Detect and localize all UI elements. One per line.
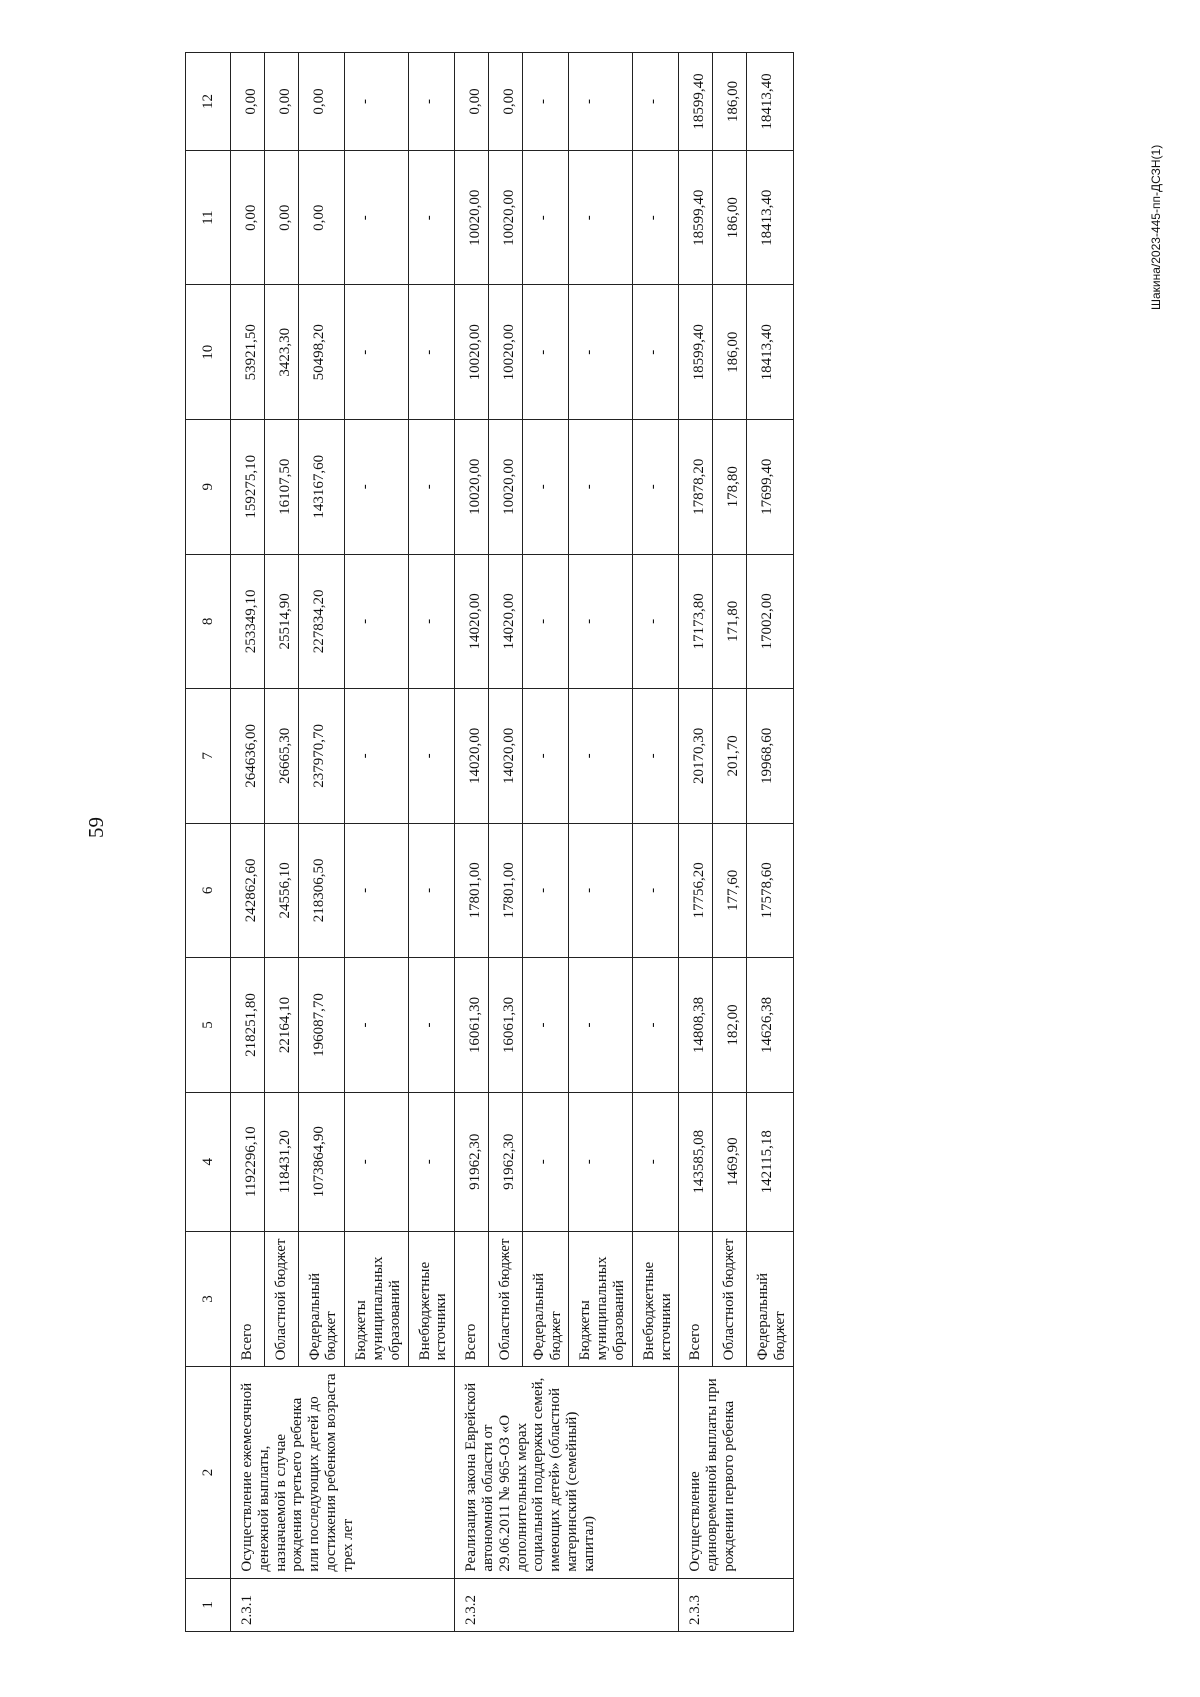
event-name-cell: Реализация закона Еврейской автономной области от 29.06.2011 № 965-ОЗ «О дополнительных мерах социальной поддержки семей, имеющих детей» (областной материнский (семейный) капитал): [455, 1367, 679, 1578]
value-cell: 227834,20: [298, 554, 345, 689]
value-cell: -: [522, 958, 569, 1093]
value-cell: -: [569, 285, 632, 420]
value-cell: 17756,20: [679, 823, 713, 958]
value-cell: 10020,00: [455, 420, 489, 555]
table-header: [186, 53, 231, 1632]
value-cell: 177,60: [713, 823, 747, 958]
value-cell: -: [522, 823, 569, 958]
value-cell: 142115,18: [746, 1092, 793, 1231]
value-cell: -: [345, 420, 408, 555]
value-cell: 10020,00: [488, 150, 522, 285]
value-cell: 10020,00: [455, 285, 489, 420]
value-cell: 3423,30: [264, 285, 298, 420]
value-cell: -: [345, 958, 408, 1093]
value-cell: 10020,00: [488, 420, 522, 555]
value-cell: -: [632, 1092, 679, 1231]
funding-source-cell: Бюджеты муниципальных образований: [569, 1231, 632, 1367]
value-cell: 91962,30: [488, 1092, 522, 1231]
value-cell: 18413,40: [746, 285, 793, 420]
value-cell: 18413,40: [746, 150, 793, 285]
value-cell: 0,00: [231, 53, 265, 151]
funding-source-cell: Всего: [455, 1231, 489, 1367]
column-header: 5: [186, 958, 231, 1093]
financing-table-container: [185, 52, 794, 1632]
table-body: [231, 53, 794, 1632]
page-number: 59: [84, 817, 108, 838]
value-cell: -: [569, 958, 632, 1093]
column-header: 4: [186, 1092, 231, 1231]
value-cell: -: [408, 689, 455, 824]
value-cell: 14020,00: [488, 554, 522, 689]
value-cell: 14020,00: [455, 554, 489, 689]
row-number-cell: 2.3.3: [679, 1578, 793, 1631]
value-cell: -: [408, 823, 455, 958]
value-cell: 19968,60: [746, 689, 793, 824]
value-cell: 186,00: [713, 150, 747, 285]
column-header: 1: [186, 1578, 231, 1631]
value-cell: -: [522, 53, 569, 151]
value-cell: 18413,40: [746, 53, 793, 151]
value-cell: 17173,80: [679, 554, 713, 689]
value-cell: 14808,38: [679, 958, 713, 1093]
table-row: [455, 53, 489, 1632]
funding-source-cell: Всего: [679, 1231, 713, 1367]
funding-source-cell: Областной бюджет: [264, 1231, 298, 1367]
funding-source-cell: Федеральный бюджет: [746, 1231, 793, 1367]
value-cell: 1192296,10: [231, 1092, 265, 1231]
value-cell: 16061,30: [455, 958, 489, 1093]
column-header: 10: [186, 285, 231, 420]
value-cell: 159275,10: [231, 420, 265, 555]
column-header: 2: [186, 1367, 231, 1578]
value-cell: -: [569, 150, 632, 285]
value-cell: 196087,70: [298, 958, 345, 1093]
value-cell: -: [569, 1092, 632, 1231]
document-code: Шакина/2023-445-пп-ДСЗН(1): [1149, 144, 1163, 310]
value-cell: 118431,20: [264, 1092, 298, 1231]
funding-source-cell: Областной бюджет: [488, 1231, 522, 1367]
event-name-cell: Осуществление единовременной выплаты при рождении первого ребенка: [679, 1367, 793, 1578]
value-cell: 14626,38: [746, 958, 793, 1093]
funding-source-cell: Федеральный бюджет: [298, 1231, 345, 1367]
value-cell: -: [632, 554, 679, 689]
financing-table: [185, 52, 794, 1632]
funding-source-cell: Внебюджетные источники: [632, 1231, 679, 1367]
value-cell: -: [408, 420, 455, 555]
value-cell: -: [345, 53, 408, 151]
value-cell: 0,00: [455, 53, 489, 151]
value-cell: 242862,60: [231, 823, 265, 958]
value-cell: 237970,70: [298, 689, 345, 824]
value-cell: 91962,30: [455, 1092, 489, 1231]
funding-source-cell: Всего: [231, 1231, 265, 1367]
value-cell: 18599,40: [679, 285, 713, 420]
value-cell: -: [569, 823, 632, 958]
value-cell: -: [522, 285, 569, 420]
value-cell: 10020,00: [455, 150, 489, 285]
row-number-cell: 2.3.1: [231, 1578, 455, 1631]
value-cell: 17578,60: [746, 823, 793, 958]
value-cell: -: [632, 285, 679, 420]
value-cell: 186,00: [713, 285, 747, 420]
column-header: 6: [186, 823, 231, 958]
value-cell: -: [569, 420, 632, 555]
value-cell: 16061,30: [488, 958, 522, 1093]
value-cell: 186,00: [713, 53, 747, 151]
value-cell: 22164,10: [264, 958, 298, 1093]
funding-source-cell: Федеральный бюджет: [522, 1231, 569, 1367]
value-cell: 0,00: [298, 150, 345, 285]
value-cell: 218251,80: [231, 958, 265, 1093]
value-cell: -: [632, 689, 679, 824]
value-cell: 24556,10: [264, 823, 298, 958]
value-cell: -: [632, 823, 679, 958]
value-cell: 171,80: [713, 554, 747, 689]
value-cell: 17801,00: [488, 823, 522, 958]
value-cell: 0,00: [264, 150, 298, 285]
table-row: [679, 53, 713, 1632]
value-cell: 25514,90: [264, 554, 298, 689]
column-header: 7: [186, 689, 231, 824]
column-number-row: [186, 53, 231, 1632]
value-cell: 253349,10: [231, 554, 265, 689]
value-cell: 16107,50: [264, 420, 298, 555]
value-cell: -: [345, 1092, 408, 1231]
column-header: 8: [186, 554, 231, 689]
funding-source-cell: Внебюджетные источники: [408, 1231, 455, 1367]
value-cell: 17801,00: [455, 823, 489, 958]
table-row: [231, 53, 265, 1632]
value-cell: 143167,60: [298, 420, 345, 555]
value-cell: 0,00: [231, 150, 265, 285]
value-cell: -: [408, 1092, 455, 1231]
column-header: 11: [186, 150, 231, 285]
value-cell: -: [408, 554, 455, 689]
value-cell: -: [522, 420, 569, 555]
value-cell: -: [632, 958, 679, 1093]
value-cell: -: [408, 150, 455, 285]
value-cell: 26665,30: [264, 689, 298, 824]
value-cell: 17699,40: [746, 420, 793, 555]
value-cell: -: [408, 958, 455, 1093]
value-cell: 1469,90: [713, 1092, 747, 1231]
value-cell: -: [345, 285, 408, 420]
funding-source-cell: Бюджеты муниципальных образований: [345, 1231, 408, 1367]
value-cell: 18599,40: [679, 53, 713, 151]
value-cell: 10020,00: [488, 285, 522, 420]
value-cell: -: [345, 689, 408, 824]
value-cell: 264636,00: [231, 689, 265, 824]
value-cell: -: [345, 554, 408, 689]
value-cell: 0,00: [488, 53, 522, 151]
value-cell: 18599,40: [679, 150, 713, 285]
value-cell: 143585,08: [679, 1092, 713, 1231]
column-header: 12: [186, 53, 231, 151]
value-cell: 0,00: [298, 53, 345, 151]
value-cell: -: [408, 285, 455, 420]
event-name-cell: Осуществление ежемесячной денежной выплаты, назначаемой в случае рождения третьего ребенка или последующих детей до достижения ребенком возраста трех лет: [231, 1367, 455, 1578]
value-cell: 53921,50: [231, 285, 265, 420]
value-cell: -: [408, 53, 455, 151]
value-cell: 0,00: [264, 53, 298, 151]
row-number-cell: 2.3.2: [455, 1578, 679, 1631]
value-cell: 178,80: [713, 420, 747, 555]
value-cell: 218306,50: [298, 823, 345, 958]
value-cell: -: [345, 150, 408, 285]
value-cell: 50498,20: [298, 285, 345, 420]
value-cell: -: [569, 554, 632, 689]
funding-source-cell: Областной бюджет: [713, 1231, 747, 1367]
value-cell: -: [632, 53, 679, 151]
value-cell: -: [522, 554, 569, 689]
value-cell: -: [569, 53, 632, 151]
value-cell: -: [632, 150, 679, 285]
value-cell: 17002,00: [746, 554, 793, 689]
value-cell: -: [522, 1092, 569, 1231]
value-cell: 20170,30: [679, 689, 713, 824]
value-cell: -: [345, 823, 408, 958]
value-cell: 201,70: [713, 689, 747, 824]
value-cell: -: [522, 689, 569, 824]
value-cell: 1073864,90: [298, 1092, 345, 1231]
value-cell: -: [632, 420, 679, 555]
column-header: 3: [186, 1231, 231, 1367]
value-cell: 14020,00: [455, 689, 489, 824]
value-cell: -: [522, 150, 569, 285]
column-header: 9: [186, 420, 231, 555]
value-cell: 17878,20: [679, 420, 713, 555]
value-cell: -: [569, 689, 632, 824]
value-cell: 14020,00: [488, 689, 522, 824]
value-cell: 182,00: [713, 958, 747, 1093]
